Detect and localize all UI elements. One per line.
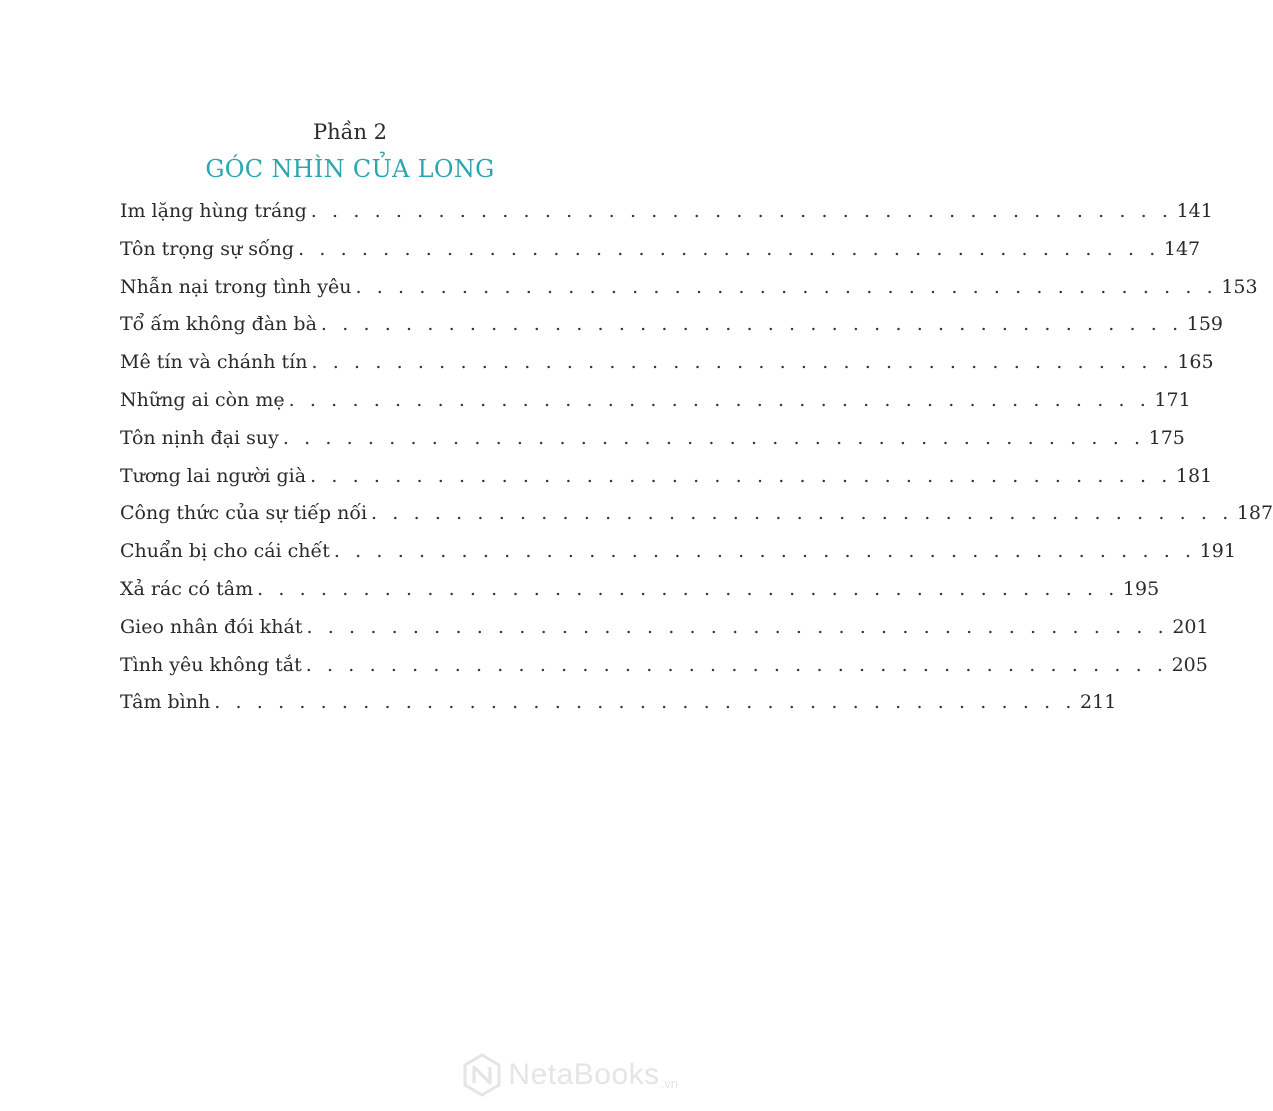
toc-entry-title: Im lặng hùng tráng [120, 200, 307, 222]
part-title: GÓC NHÌN CỦA LONG [205, 155, 495, 183]
toc-entry-page: 141 [1176, 200, 1213, 222]
toc-dot-leader: . . . . . . . . . . . . . . . . . . . . . . . . . . . . . . . . . . . . . . . . . [311, 351, 1174, 374]
toc-entry-page: 153 [1221, 275, 1258, 298]
toc-entry-page: 175 [1148, 426, 1185, 449]
table-of-contents [120, 196, 1273, 725]
toc-entry[interactable] [120, 385, 1191, 423]
toc-entry[interactable] [120, 461, 1213, 499]
toc-dot-leader: . . . . . . . . . . . . . . . . . . . . . . . . . . . . . . . . . . . . . . . . . [320, 313, 1183, 336]
toc-dot-leader: . . . . . . . . . . . . . . . . . . . . . . . . . . . . . . . . . . . . . . . . . [333, 540, 1196, 563]
toc-dot-leader: . . . . . . . . . . . . . . . . . . . . . . . . . . . . . . . . . . . . . . . . . [355, 275, 1218, 298]
toc-entry-title: Những ai còn mẹ [120, 388, 285, 411]
toc-entry[interactable] [120, 687, 1117, 725]
toc-entry[interactable] [120, 234, 1201, 272]
toc-entry-page: 187 [1236, 502, 1273, 525]
toc-entry-page: 211 [1080, 691, 1117, 714]
toc-entry-title: Tôn trọng sự sống [120, 237, 295, 260]
toc-entry-page: 201 [1172, 615, 1209, 638]
toc-dot-leader: . . . . . . . . . . . . . . . . . . . . . . . . . . . . . . . . . . . . . . . . . [310, 200, 1173, 222]
toc-entry-title: Gieo nhân đói khát [120, 615, 303, 638]
toc-entry-page: 191 [1199, 540, 1236, 563]
toc-entry[interactable] [120, 612, 1209, 650]
toc-entry-title: Tôn nịnh đại suy [120, 426, 279, 449]
watermark-brand: NetaBooks [508, 1058, 660, 1091]
toc-entry-title: Công thức của sự tiếp nối [120, 502, 368, 525]
toc-entry-page: 147 [1163, 237, 1201, 260]
toc-entry[interactable] [120, 309, 1223, 347]
toc-entry[interactable] [120, 650, 1208, 688]
toc-entry[interactable] [120, 498, 1273, 536]
toc-entry-title: Tâm bình [120, 691, 211, 714]
toc-entry-page: 205 [1171, 653, 1208, 676]
toc-entry-title: Tổ ấm không đàn bà [120, 313, 317, 336]
toc-entry-page: 181 [1175, 464, 1213, 487]
toc-entry[interactable] [120, 423, 1185, 461]
toc-entry[interactable] [120, 574, 1160, 612]
toc-entry-page: 195 [1122, 577, 1160, 600]
toc-dot-leader: . . . . . . . . . . . . . . . . . . . . . . . . . . . . . . . . . . . . . . . . . [288, 388, 1151, 411]
netabooks-logo-icon [462, 1053, 502, 1097]
toc-entry[interactable] [120, 347, 1214, 385]
toc-entry-title: Tình yêu không tắt [120, 653, 302, 676]
watermark [462, 1053, 678, 1097]
toc-dot-leader: . . . . . . . . . . . . . . . . . . . . . . . . . . . . . . . . . . . . . . . . . [298, 237, 1160, 260]
watermark-suffix: .vn [660, 1076, 678, 1091]
toc-entry-title: Nhẫn nại trong tình yêu [120, 275, 352, 298]
toc-entry-title: Chuẩn bị cho cái chết [120, 540, 330, 563]
toc-dot-leader: . . . . . . . . . . . . . . . . . . . . . . . . . . . . . . . . . . . . . . . . . [305, 653, 1168, 676]
toc-entry-page: 171 [1154, 388, 1191, 411]
toc-entry-title: Mê tín và chánh tín [120, 351, 308, 374]
toc-entry-page: 159 [1186, 313, 1223, 336]
toc-dot-leader: . . . . . . . . . . . . . . . . . . . . . . . . . . . . . . . . . . . . . . . . . [306, 615, 1169, 638]
toc-entry-page: 165 [1177, 351, 1214, 374]
toc-dot-leader: . . . . . . . . . . . . . . . . . . . . . . . . . . . . . . . . . . . . . . . . . [214, 691, 1077, 714]
toc-dot-leader: . . . . . . . . . . . . . . . . . . . . . . . . . . . . . . . . . . . . . . . . . [371, 502, 1233, 525]
toc-dot-leader: . . . . . . . . . . . . . . . . . . . . . . . . . . . . . . . . . . . . . . . . . [257, 577, 1119, 600]
toc-entry-title: Tương lai người già [120, 464, 307, 487]
toc-entry[interactable] [120, 272, 1258, 310]
part-label: Phần 2 [312, 120, 388, 144]
toc-dot-leader: . . . . . . . . . . . . . . . . . . . . . . . . . . . . . . . . . . . . . . . . . [282, 426, 1145, 449]
toc-entry[interactable] [120, 196, 1213, 234]
toc-entry-title: Xả rác có tâm [120, 577, 254, 600]
toc-dot-leader: . . . . . . . . . . . . . . . . . . . . . . . . . . . . . . . . . . . . . . . . . [310, 464, 1172, 487]
toc-entry[interactable] [120, 536, 1236, 574]
